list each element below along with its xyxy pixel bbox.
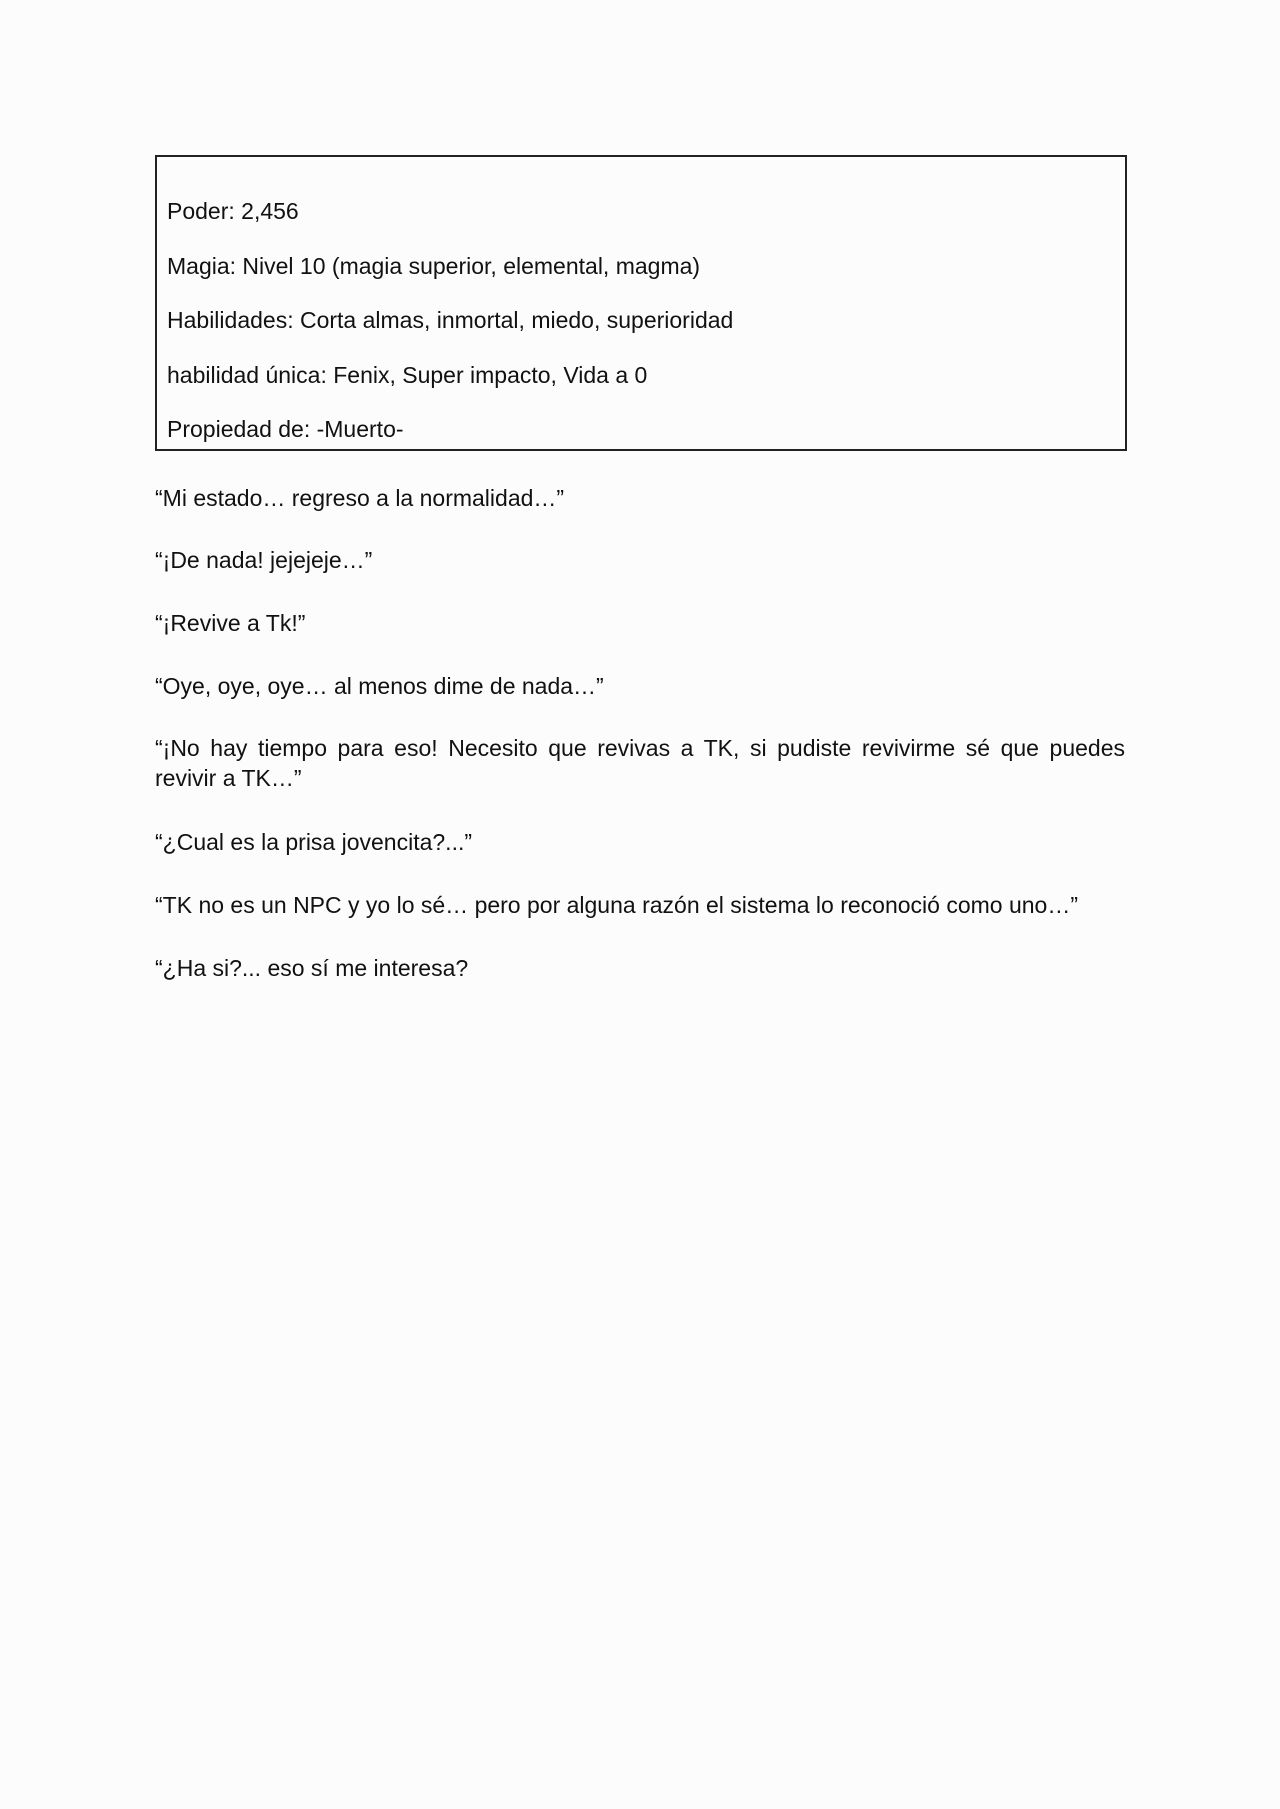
- stat-power: Poder: 2,456: [167, 198, 299, 224]
- dialogue-line: “¡Revive a Tk!”: [155, 610, 306, 636]
- stat-owner: Propiedad de: -Muerto-: [167, 416, 404, 442]
- dialogue-line: “¿Cual es la prisa jovencita?...”: [155, 829, 473, 855]
- dialogue-line: “Mi estado… regreso a la normalidad…”: [155, 485, 565, 511]
- dialogue-line: “¿Ha si?... eso sí me interesa?: [155, 955, 469, 981]
- dialogue-line: “¡No hay tiempo para eso! Necesito que revivas a TK, si pudiste revivirme sé que puedes revivir a TK…”: [155, 735, 1125, 791]
- dialogue-line: “¡De nada! jejejeje…”: [155, 547, 373, 573]
- stat-unique-ability: habilidad única: Fenix, Super impacto, Vida a 0: [167, 362, 648, 388]
- dialogue-line: “Oye, oye, oye… al menos dime de nada…”: [155, 673, 604, 699]
- stat-magic: Magia: Nivel 10 (magia superior, elemental, magma): [167, 253, 701, 279]
- dialogue-line: “TK no es un NPC y yo lo sé… pero por alguna razón el sistema lo reconoció como uno…”: [155, 892, 1078, 918]
- stat-abilities: Habilidades: Corta almas, inmortal, miedo, superioridad: [167, 307, 734, 333]
- status-box: [155, 155, 1127, 451]
